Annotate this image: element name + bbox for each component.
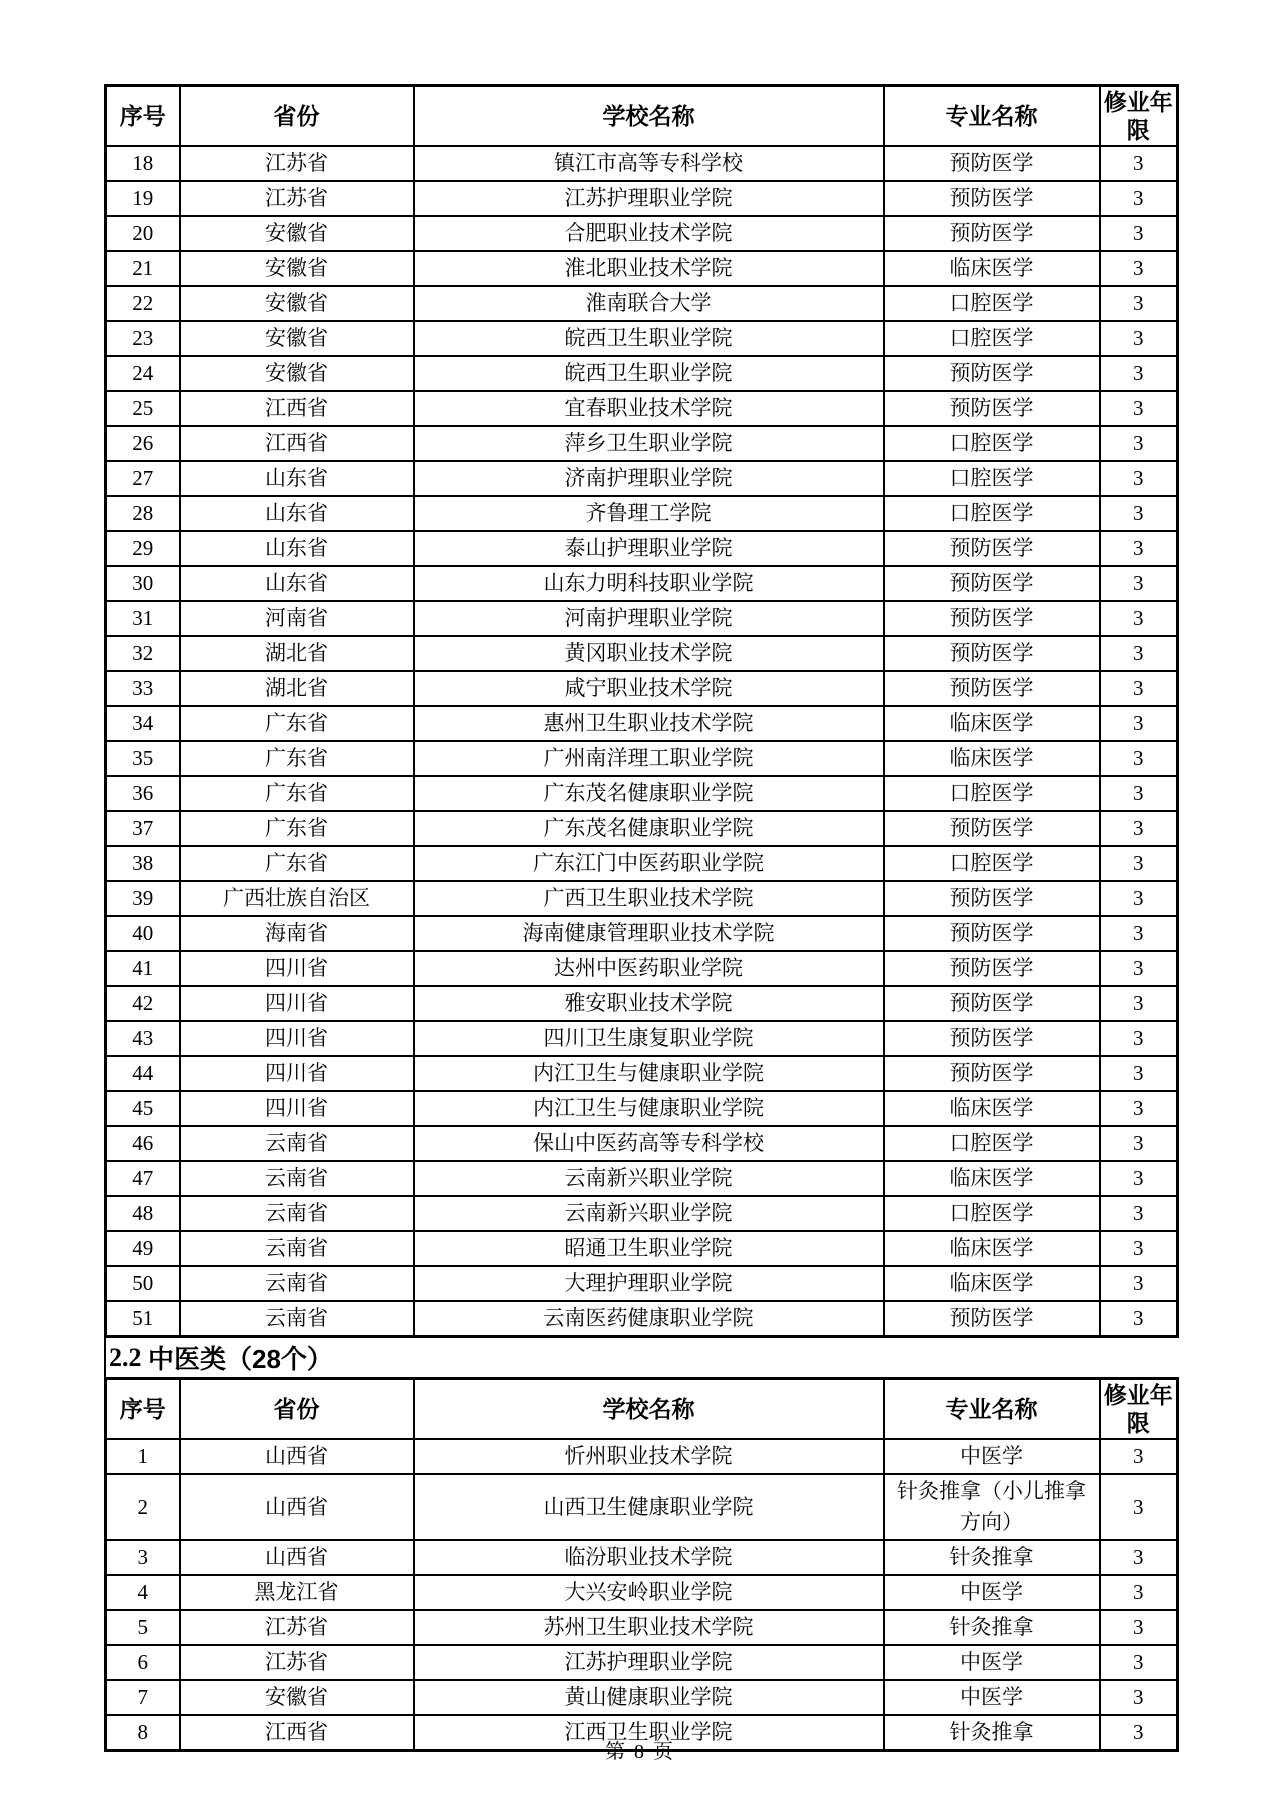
table-cell: 22 <box>106 286 180 321</box>
table-cell: 3 <box>1100 1231 1178 1266</box>
table-cell: 广东茂名健康职业学院 <box>414 811 884 846</box>
table-cell: 3 <box>1100 1091 1178 1126</box>
section-title: 中医类（28个） <box>148 1344 333 1375</box>
table-cell: 3 <box>1100 1301 1178 1337</box>
table-cell: 临床医学 <box>884 1266 1100 1301</box>
table-cell: 云南省 <box>180 1301 414 1337</box>
table-cell: 43 <box>106 1021 180 1056</box>
table-cell: 宜春职业技术学院 <box>414 391 884 426</box>
table-cell: 33 <box>106 671 180 706</box>
table-cell: 安徽省 <box>180 321 414 356</box>
table-cell: 云南新兴职业学院 <box>414 1196 884 1231</box>
section-heading <box>104 1338 1176 1377</box>
table-row <box>106 426 1178 461</box>
table-cell: 内江卫生与健康职业学院 <box>414 1056 884 1091</box>
table-cell: 山东省 <box>180 566 414 601</box>
table-cell: 大兴安岭职业学院 <box>414 1575 884 1610</box>
table-cell: 预防医学 <box>884 636 1100 671</box>
table-cell: 预防医学 <box>884 951 1100 986</box>
table-cell: 江苏省 <box>180 181 414 216</box>
table-cell: 3 <box>1100 1161 1178 1196</box>
table-cell: 广东省 <box>180 706 414 741</box>
table-cell: 预防医学 <box>884 601 1100 636</box>
table-cell: 预防医学 <box>884 181 1100 216</box>
header-school-name: 学校名称 <box>414 86 884 147</box>
table-cell: 云南新兴职业学院 <box>414 1161 884 1196</box>
table-cell: 泰山护理职业学院 <box>414 531 884 566</box>
table-cell: 山西卫生健康职业学院 <box>414 1474 884 1540</box>
western-medicine-table <box>104 84 1179 1338</box>
table-cell: 3 <box>1100 671 1178 706</box>
table-cell: 广东江门中医药职业学院 <box>414 846 884 881</box>
table-cell: 3 <box>1100 496 1178 531</box>
table-cell: 3 <box>1100 1680 1178 1715</box>
table-row <box>106 286 1178 321</box>
table-cell: 口腔医学 <box>884 776 1100 811</box>
table-cell: 口腔医学 <box>884 426 1100 461</box>
table-cell: 淮南联合大学 <box>414 286 884 321</box>
table-cell: 3 <box>1100 146 1178 181</box>
table-cell: 海南省 <box>180 916 414 951</box>
table-cell: 齐鲁理工学院 <box>414 496 884 531</box>
table-cell: 临床医学 <box>884 741 1100 776</box>
table-cell: 口腔医学 <box>884 496 1100 531</box>
table-cell: 预防医学 <box>884 1056 1100 1091</box>
table-cell: 45 <box>106 1091 180 1126</box>
table-cell: 山东省 <box>180 496 414 531</box>
table-cell: 3 <box>1100 776 1178 811</box>
table-cell: 4 <box>106 1575 180 1610</box>
table-cell: 皖西卫生职业学院 <box>414 321 884 356</box>
table-cell: 51 <box>106 1301 180 1337</box>
table-row <box>106 496 1178 531</box>
table-cell: 四川省 <box>180 986 414 1021</box>
table-cell: 安徽省 <box>180 1680 414 1715</box>
table-cell: 达州中医药职业学院 <box>414 951 884 986</box>
table-cell: 黄山健康职业学院 <box>414 1680 884 1715</box>
table-cell: 广东省 <box>180 776 414 811</box>
table-cell: 38 <box>106 846 180 881</box>
table-cell: 临床医学 <box>884 1231 1100 1266</box>
table-cell: 3 <box>1100 1540 1178 1575</box>
table-cell: 大理护理职业学院 <box>414 1266 884 1301</box>
table-cell: 口腔医学 <box>884 461 1100 496</box>
table-cell: 预防医学 <box>884 986 1100 1021</box>
table-cell: 广西卫生职业技术学院 <box>414 881 884 916</box>
table-cell: 临床医学 <box>884 706 1100 741</box>
table-cell: 预防医学 <box>884 671 1100 706</box>
table-cell: 26 <box>106 426 180 461</box>
table-cell: 3 <box>1100 1021 1178 1056</box>
table-cell: 云南省 <box>180 1231 414 1266</box>
table-cell: 预防医学 <box>884 216 1100 251</box>
table-cell: 临汾职业技术学院 <box>414 1540 884 1575</box>
table-cell: 50 <box>106 1266 180 1301</box>
table-cell: 江西卫生职业学院 <box>414 1715 884 1751</box>
table-cell: 44 <box>106 1056 180 1091</box>
table-cell: 23 <box>106 321 180 356</box>
table-row <box>106 1126 1178 1161</box>
table-row <box>106 181 1178 216</box>
table-cell: 46 <box>106 1126 180 1161</box>
table-cell: 合肥职业技术学院 <box>414 216 884 251</box>
table-cell: 预防医学 <box>884 1021 1100 1056</box>
table-cell: 25 <box>106 391 180 426</box>
table-cell: 41 <box>106 951 180 986</box>
table-cell: 保山中医药高等专科学校 <box>414 1126 884 1161</box>
table-cell: 3 <box>1100 811 1178 846</box>
table-cell: 预防医学 <box>884 811 1100 846</box>
table-cell: 江苏护理职业学院 <box>414 181 884 216</box>
table-cell: 针灸推拿（小儿推拿方向） <box>884 1474 1100 1540</box>
table-cell: 3 <box>1100 321 1178 356</box>
table-row <box>106 811 1178 846</box>
table-cell: 3 <box>1100 1474 1178 1540</box>
table-cell: 32 <box>106 636 180 671</box>
table-cell: 3 <box>1100 1645 1178 1680</box>
table-row <box>106 251 1178 286</box>
table-cell: 萍乡卫生职业学院 <box>414 426 884 461</box>
table-cell: 广州南洋理工职业学院 <box>414 741 884 776</box>
table-row <box>106 1439 1178 1474</box>
table-cell: 临床医学 <box>884 251 1100 286</box>
table-row <box>106 531 1178 566</box>
table-cell: 江西省 <box>180 391 414 426</box>
table-cell: 安徽省 <box>180 251 414 286</box>
table-cell: 预防医学 <box>884 356 1100 391</box>
table-row <box>106 146 1178 181</box>
table-row <box>106 321 1178 356</box>
table-cell: 3 <box>1100 706 1178 741</box>
table-cell: 24 <box>106 356 180 391</box>
table-cell: 3 <box>1100 1575 1178 1610</box>
table-cell: 四川卫生康复职业学院 <box>414 1021 884 1056</box>
table-cell: 云南省 <box>180 1196 414 1231</box>
table-cell: 河南省 <box>180 601 414 636</box>
table-cell: 惠州卫生职业技术学院 <box>414 706 884 741</box>
table-cell: 3 <box>1100 1056 1178 1091</box>
table-row <box>106 916 1178 951</box>
header-study-years: 修业年限 <box>1100 86 1178 147</box>
table-cell: 49 <box>106 1231 180 1266</box>
table-cell: 预防医学 <box>884 1301 1100 1337</box>
table-cell: 口腔医学 <box>884 846 1100 881</box>
table-cell: 预防医学 <box>884 566 1100 601</box>
table-cell: 安徽省 <box>180 356 414 391</box>
table-cell: 1 <box>106 1439 180 1474</box>
table-cell: 3 <box>1100 566 1178 601</box>
table-cell: 雅安职业技术学院 <box>414 986 884 1021</box>
table-cell: 37 <box>106 811 180 846</box>
table-row <box>106 391 1178 426</box>
table-cell: 山西省 <box>180 1439 414 1474</box>
table-row <box>106 566 1178 601</box>
table-cell: 预防医学 <box>884 916 1100 951</box>
table-header-row <box>106 1379 1178 1440</box>
table-cell: 5 <box>106 1610 180 1645</box>
table-cell: 山东省 <box>180 531 414 566</box>
table-cell: 安徽省 <box>180 216 414 251</box>
table-cell: 中医学 <box>884 1439 1100 1474</box>
table-cell: 云南省 <box>180 1266 414 1301</box>
table-cell: 针灸推拿 <box>884 1610 1100 1645</box>
table-row <box>106 1091 1178 1126</box>
table-cell: 山西省 <box>180 1474 414 1540</box>
table-cell: 江苏省 <box>180 1610 414 1645</box>
table-cell: 3 <box>1100 461 1178 496</box>
table-cell: 27 <box>106 461 180 496</box>
table-cell: 四川省 <box>180 1021 414 1056</box>
table-cell: 7 <box>106 1680 180 1715</box>
table-row <box>106 356 1178 391</box>
table-cell: 48 <box>106 1196 180 1231</box>
table-cell: 3 <box>1100 216 1178 251</box>
table-cell: 江苏省 <box>180 146 414 181</box>
table-cell: 皖西卫生职业学院 <box>414 356 884 391</box>
table-cell: 湖北省 <box>180 636 414 671</box>
table-cell: 8 <box>106 1715 180 1751</box>
table-row <box>106 1161 1178 1196</box>
table-cell: 镇江市高等专科学校 <box>414 146 884 181</box>
table-cell: 47 <box>106 1161 180 1196</box>
table-cell: 河南护理职业学院 <box>414 601 884 636</box>
table-cell: 3 <box>1100 181 1178 216</box>
table-cell: 云南医药健康职业学院 <box>414 1301 884 1337</box>
table-cell: 预防医学 <box>884 531 1100 566</box>
table-cell: 3 <box>1100 986 1178 1021</box>
table-cell: 江西省 <box>180 1715 414 1751</box>
table-row <box>106 216 1178 251</box>
table-cell: 3 <box>106 1540 180 1575</box>
table-row <box>106 636 1178 671</box>
table-cell: 安徽省 <box>180 286 414 321</box>
table-cell: 30 <box>106 566 180 601</box>
table-cell: 20 <box>106 216 180 251</box>
table-cell: 34 <box>106 706 180 741</box>
table-row <box>106 1610 1178 1645</box>
table-cell: 中医学 <box>884 1645 1100 1680</box>
header-major-name: 专业名称 <box>884 1379 1100 1440</box>
table-cell: 2 <box>106 1474 180 1540</box>
table-cell: 40 <box>106 916 180 951</box>
table-cell: 广西壮族自治区 <box>180 881 414 916</box>
table-cell: 3 <box>1100 916 1178 951</box>
table-row <box>106 1540 1178 1575</box>
table-cell: 口腔医学 <box>884 1126 1100 1161</box>
header-serial-number: 序号 <box>106 1379 180 1440</box>
table-cell: 39 <box>106 881 180 916</box>
table-row <box>106 1301 1178 1337</box>
table-cell: 云南省 <box>180 1126 414 1161</box>
table-cell: 3 <box>1100 741 1178 776</box>
table-cell: 3 <box>1100 1610 1178 1645</box>
header-province: 省份 <box>180 86 414 147</box>
table-cell: 3 <box>1100 1266 1178 1301</box>
table-cell: 黑龙江省 <box>180 1575 414 1610</box>
table-header-row <box>106 86 1178 147</box>
table-cell: 3 <box>1100 286 1178 321</box>
table-row <box>106 951 1178 986</box>
table-cell: 云南省 <box>180 1161 414 1196</box>
table-cell: 18 <box>106 146 180 181</box>
table-row <box>106 461 1178 496</box>
table-row <box>106 1680 1178 1715</box>
table-cell: 3 <box>1100 951 1178 986</box>
tcm-table <box>104 1377 1179 1752</box>
table-cell: 29 <box>106 531 180 566</box>
table-cell: 3 <box>1100 881 1178 916</box>
table-cell: 预防医学 <box>884 391 1100 426</box>
table-cell: 中医学 <box>884 1575 1100 1610</box>
table-cell: 江苏护理职业学院 <box>414 1645 884 1680</box>
table-cell: 中医学 <box>884 1680 1100 1715</box>
table-row <box>106 1056 1178 1091</box>
table-cell: 临床医学 <box>884 1091 1100 1126</box>
table-cell: 江苏省 <box>180 1645 414 1680</box>
table-cell: 忻州职业技术学院 <box>414 1439 884 1474</box>
table-cell: 口腔医学 <box>884 321 1100 356</box>
table-cell: 四川省 <box>180 951 414 986</box>
table-cell: 3 <box>1100 531 1178 566</box>
table-cell: 山东力明科技职业学院 <box>414 566 884 601</box>
table-cell: 28 <box>106 496 180 531</box>
table-cell: 海南健康管理职业技术学院 <box>414 916 884 951</box>
table-cell: 3 <box>1100 356 1178 391</box>
table-cell: 广东省 <box>180 811 414 846</box>
table-cell: 3 <box>1100 1439 1178 1474</box>
table-cell: 咸宁职业技术学院 <box>414 671 884 706</box>
table-cell: 36 <box>106 776 180 811</box>
table-cell: 淮北职业技术学院 <box>414 251 884 286</box>
table-cell: 广东茂名健康职业学院 <box>414 776 884 811</box>
section-number: 2.2 <box>109 1342 148 1372</box>
header-school-name: 学校名称 <box>414 1379 884 1440</box>
table-cell: 3 <box>1100 251 1178 286</box>
table-cell: 3 <box>1100 1715 1178 1751</box>
header-serial-number: 序号 <box>106 86 180 147</box>
table-cell: 针灸推拿 <box>884 1540 1100 1575</box>
table-cell: 针灸推拿 <box>884 1715 1100 1751</box>
table-row <box>106 1231 1178 1266</box>
header-study-years: 修业年限 <box>1100 1379 1178 1440</box>
table-row <box>106 741 1178 776</box>
table-cell: 3 <box>1100 636 1178 671</box>
table-cell: 广东省 <box>180 741 414 776</box>
table-cell: 口腔医学 <box>884 286 1100 321</box>
table-cell: 临床医学 <box>884 1161 1100 1196</box>
table-row <box>106 1266 1178 1301</box>
table-cell: 广东省 <box>180 846 414 881</box>
table-cell: 预防医学 <box>884 146 1100 181</box>
page-number: 第 8 页 <box>605 1741 675 1763</box>
table-row <box>106 1474 1178 1540</box>
table-cell: 3 <box>1100 846 1178 881</box>
table-cell: 江西省 <box>180 426 414 461</box>
table-cell: 苏州卫生职业技术学院 <box>414 1610 884 1645</box>
table-row <box>106 706 1178 741</box>
table-row <box>106 846 1178 881</box>
table-cell: 四川省 <box>180 1056 414 1091</box>
table-cell: 预防医学 <box>884 881 1100 916</box>
table-cell: 42 <box>106 986 180 1021</box>
header-major-name: 专业名称 <box>884 86 1100 147</box>
table-row <box>106 986 1178 1021</box>
table-cell: 山东省 <box>180 461 414 496</box>
table-cell: 黄冈职业技术学院 <box>414 636 884 671</box>
table-row <box>106 776 1178 811</box>
table-cell: 济南护理职业学院 <box>414 461 884 496</box>
table-cell: 35 <box>106 741 180 776</box>
table-cell: 31 <box>106 601 180 636</box>
table-cell: 四川省 <box>180 1091 414 1126</box>
table-row <box>106 1196 1178 1231</box>
table-cell: 3 <box>1100 426 1178 461</box>
table-cell: 昭通卫生职业学院 <box>414 1231 884 1266</box>
table-row <box>106 1575 1178 1610</box>
table-cell: 湖北省 <box>180 671 414 706</box>
table-cell: 内江卫生与健康职业学院 <box>414 1091 884 1126</box>
table-cell: 6 <box>106 1645 180 1680</box>
table-row <box>106 601 1178 636</box>
table-cell: 3 <box>1100 391 1178 426</box>
header-province: 省份 <box>180 1379 414 1440</box>
table-cell: 3 <box>1100 601 1178 636</box>
table-row <box>106 671 1178 706</box>
table-cell: 19 <box>106 181 180 216</box>
table-cell: 山西省 <box>180 1540 414 1575</box>
table-cell: 21 <box>106 251 180 286</box>
table-cell: 3 <box>1100 1196 1178 1231</box>
table-cell: 3 <box>1100 1126 1178 1161</box>
table-cell: 口腔医学 <box>884 1196 1100 1231</box>
table-row <box>106 1021 1178 1056</box>
table-row <box>106 1645 1178 1680</box>
table-row <box>106 881 1178 916</box>
